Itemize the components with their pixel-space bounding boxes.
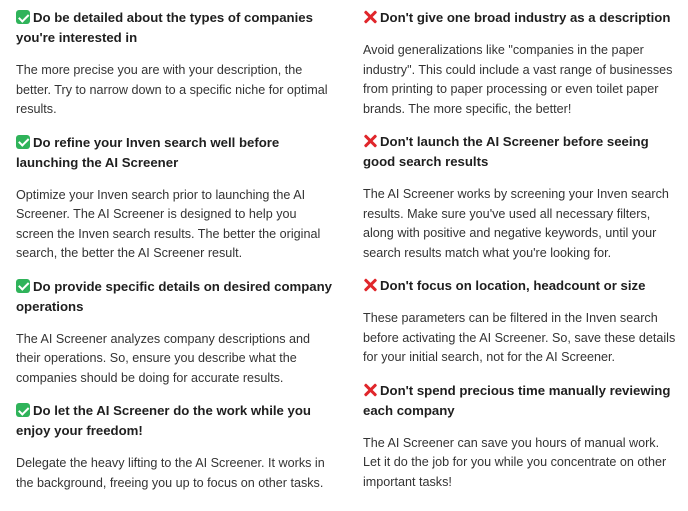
dont-tip-title-text: Don't spend precious time manually reviewing each company xyxy=(363,382,671,418)
do-tip-title xyxy=(16,133,336,173)
do-tip-title-text: Do let the AI Screener do the work while you enjoy your freedom! xyxy=(16,403,311,438)
do-tip xyxy=(16,8,336,120)
check-mark-icon xyxy=(16,135,30,149)
do-tip-title xyxy=(16,277,336,317)
dont-tip-title-text: Don't launch the AI Screener before seeing good search results xyxy=(363,134,649,169)
donts-column xyxy=(363,8,679,492)
do-tip-title-text: Do be detailed about the types of companies you're interested in xyxy=(16,10,313,45)
dont-tip-title xyxy=(363,381,679,421)
dos-column xyxy=(16,8,336,493)
do-tip-title xyxy=(16,401,336,441)
check-mark-icon xyxy=(16,403,30,417)
check-mark-icon xyxy=(16,10,30,24)
do-tip-body: The AI Screener analyzes company descriptions and their operations. So, ensure you describe what the companies should be doing for accurate results. xyxy=(16,331,311,385)
dont-tip-body: The AI Screener works by screening your Inven search results. Make sure you've used all necessary filters, along with positive and negative keywords, until your search results match what you're looking for. xyxy=(363,187,669,260)
dont-tip-title xyxy=(363,276,679,296)
dont-tip-title-text: Don't give one broad industry as a description xyxy=(380,10,671,25)
dont-tip xyxy=(363,8,679,119)
dont-tip-body: These parameters can be filtered in the Inven search before activating the AI Screener. So, save these details for your initial search, not for the AI Screener. xyxy=(363,311,676,364)
dont-tip-body: Avoid generalizations like "companies in the paper industry". This could include a vast range of businesses from printing to paper processing or even toilet paper brands. The more specific, the better! xyxy=(363,43,673,116)
do-tip-title xyxy=(16,8,336,48)
do-tip xyxy=(16,277,336,389)
dont-tip-body: The AI Screener can save you hours of manual work. Let it do the job for you while you concentrate on other important tasks! xyxy=(363,435,667,489)
dont-tip-title xyxy=(363,8,679,28)
dont-tip-title xyxy=(363,132,679,172)
dont-tip xyxy=(363,276,679,368)
do-tip-body: Delegate the heavy lifting to the AI Screener. It works in the background, freeing you up to focus on other tasks. xyxy=(16,456,325,490)
dont-tip-title-text: Don't focus on location, headcount or size xyxy=(380,278,646,293)
do-tip-title-text: Do provide specific details on desired company operations xyxy=(16,278,332,314)
cross-mark-icon xyxy=(363,10,377,24)
do-tip xyxy=(16,133,336,264)
dont-tip xyxy=(363,381,679,493)
do-tip xyxy=(16,401,336,493)
do-tip-body: The more precise you are with your description, the better. Try to narrow down to a specific niche for optimal results. xyxy=(16,63,328,116)
cross-mark-icon xyxy=(363,383,377,397)
do-tip-title-text: Do refine your Inven search well before launching the AI Screener xyxy=(16,134,280,170)
check-mark-icon xyxy=(16,279,30,293)
cross-mark-icon xyxy=(363,134,377,148)
cross-mark-icon xyxy=(363,278,377,292)
dont-tip xyxy=(363,132,679,263)
do-tip-body: Optimize your Inven search prior to launching the AI Screener. The AI Screener is designed to help you screen the Inven search results. The better the original search, the better the AI Screener result. xyxy=(16,187,321,260)
